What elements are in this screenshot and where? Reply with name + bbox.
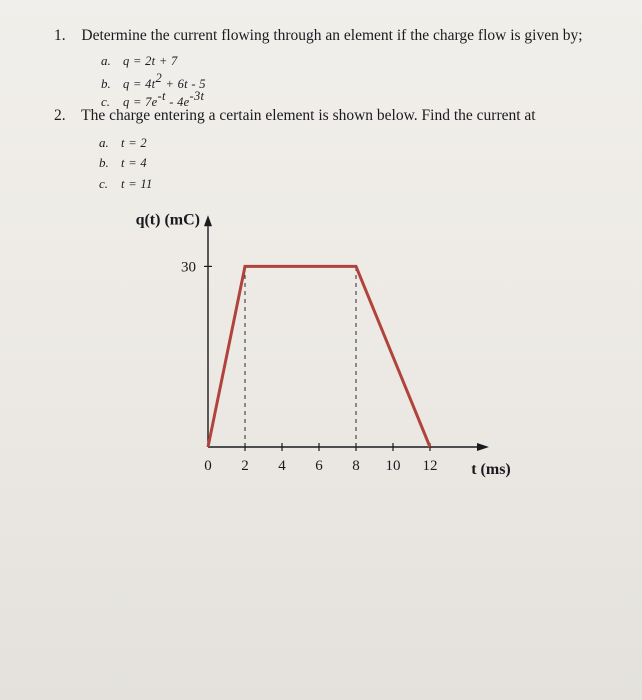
x-tick-label: 8 — [352, 458, 360, 474]
y-tick-label: 30 — [181, 259, 196, 276]
problem-2-item-b: b. t = 4 — [99, 155, 147, 170]
x-tick-label: 0 — [204, 458, 212, 474]
chart-axes — [204, 215, 489, 451]
chart-labels — [136, 211, 511, 478]
problem-1-item-c: c. $q = 7e^{-t} - 4e^{-3t}$ — [101, 89, 205, 109]
x-tick-label: 6 — [315, 458, 323, 474]
x-tick-label: 12 — [422, 458, 438, 474]
x-axis-arrow — [477, 443, 489, 451]
problem-1-item-b: b. $q = 4t^2 + 6t - 5$ — [101, 71, 206, 91]
chart-guides — [245, 266, 356, 447]
chart-series — [208, 266, 430, 447]
problem-1-text: Determine the current flowing through an element if the charge flow is given by; — [81, 27, 583, 44]
x-tick-label: 2 — [241, 458, 249, 474]
problem-2-item-c: c. t = 11 — [99, 176, 153, 191]
problem-2-text: The charge entering a certain element is shown below. Find the current at — [81, 107, 536, 124]
y-axis-label: q(t) (mC) — [135, 211, 200, 229]
problem-2-number: 2. — [54, 107, 66, 124]
x-tick-label: 4 — [278, 458, 286, 474]
problem-1-item-a: a. q = 2t + 7 — [101, 53, 178, 68]
x-tick-label: 10 — [385, 458, 401, 474]
x-axis-label: t (ms) — [471, 461, 511, 478]
y-axis-arrow — [204, 215, 212, 226]
problem-1-number: 1. — [54, 27, 66, 44]
problem-2-item-a: a. t = 2 — [99, 135, 147, 150]
charge-waveform-line — [208, 266, 430, 447]
